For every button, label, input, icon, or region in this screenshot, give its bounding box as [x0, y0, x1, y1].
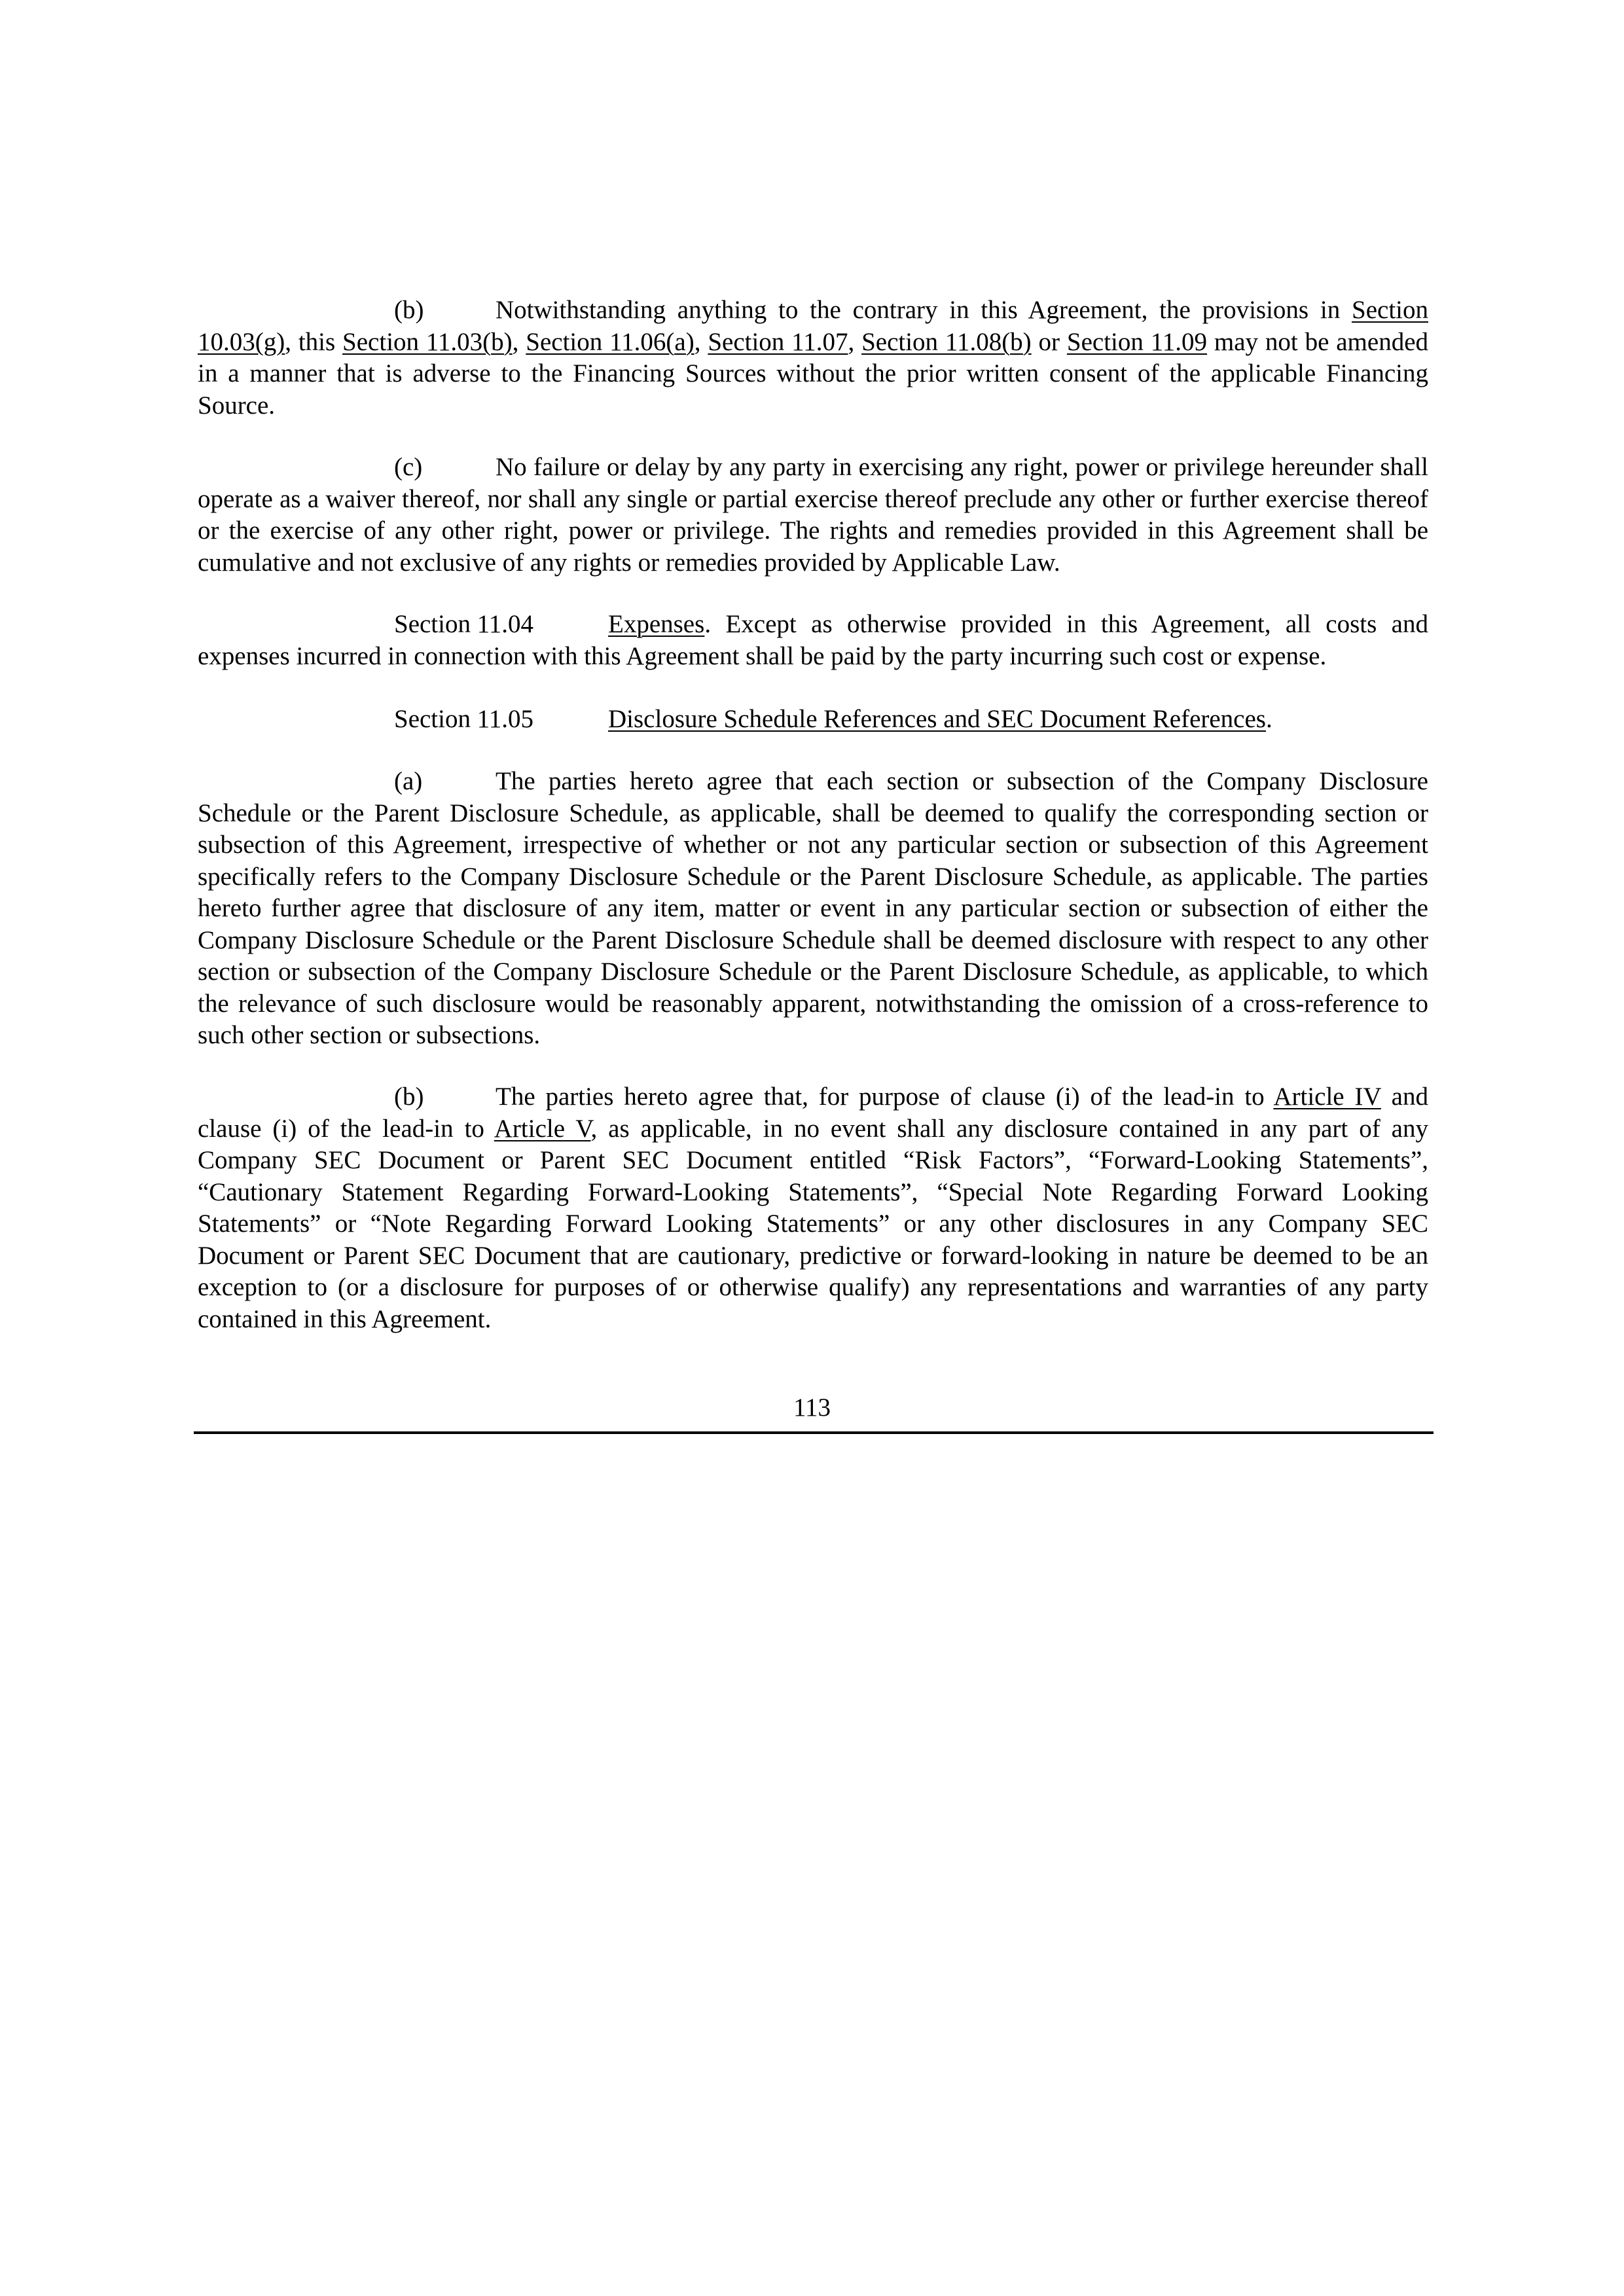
section-reference-link[interactable]: Section 10.03(g) [198, 296, 1428, 356]
section-number: Section 11.04 [394, 610, 534, 638]
section-number: Section 11.05 [394, 705, 534, 733]
paragraph-text: , [512, 327, 526, 356]
paragraph-text: , as applicable, in no event shall any disclosure contained in any part of any Company SEC Document or Parent SEC Document entitled “Risk Factors”, “Forward-Looking Statements”, “Cautionary Statement Regarding Forward-Looking Statements”, “Special Note Regarding Forward Looking Statements” or “Note Regarding Forward Looking Statements” or any other disclosures in any Company SEC Document or Parent SEC Document that are cautionary, predictive or forward-looking in nature be deemed to be an exception to (or a disclosure for purposes of or otherwise qualify) any representations and warranties of any party contained in this Agreement. [198, 1114, 1428, 1333]
paragraph-text: The parties hereto agree that each section or subsection of the Company Disclosure Schedule or the Parent Disclosure Schedule, as applicable, shall be deemed to qualify the corresponding section or subsection of this Agreement, irrespective of whether or not any particular section or subsection of this Agreement specifically refers to the Company Disclosure Schedule or the Parent Disclosure Schedule, as applicable. The parties hereto further agree that disclosure of any item, matter or event in any particular section or subsection of either the Company Disclosure Schedule or the Parent Disclosure Schedule shall be deemed disclosure with respect to any other section or subsection of the Company Disclosure Schedule or the Parent Disclosure Schedule, as applicable, to which the relevance of such disclosure would be reasonably apparent, notwithstanding the omission of a cross-reference to such other section or subsections. [198, 767, 1428, 1049]
paragraph-text: No failure or delay by any party in exercising any right, power or privilege hereunder shall operate as a waiver thereof, nor shall any single or partial exercise thereof preclude any other or further exercise thereof or the exercise of any other right, power or privilege. The rights and remedies provided in this Agreement shall be cumulative and not exclusive of any rights or remedies provided by Applicable Law. [198, 453, 1428, 577]
heading-period: . [1265, 705, 1272, 733]
paragraph-a-disclosure-schedule [198, 766, 1428, 1052]
footer-divider [194, 1431, 1434, 1434]
section-reference-link[interactable]: Section 11.08(b) [861, 327, 1032, 356]
paragraph-text: or [1031, 327, 1067, 356]
page-number: 113 [793, 1393, 831, 1422]
section-11-05-heading [198, 704, 1428, 736]
paragraph-text: , this [285, 327, 343, 356]
paragraph-text: The parties hereto agree that, for purpose of clause (i) of the lead-in to [496, 1083, 1274, 1111]
article-reference-link[interactable]: Article V [494, 1114, 591, 1143]
paragraph-text: Notwithstanding anything to the contrary in this Agreement, the provisions in [496, 296, 1352, 324]
section-reference-link[interactable]: Section 11.09 [1066, 327, 1208, 356]
section-heading: Disclosure Schedule References and SEC Document References [608, 705, 1266, 733]
paragraph-b-amendments [198, 295, 1428, 422]
paragraph-text: may not be amended in a manner that is adverse to the Financing Sources without the prior written consent of the applicable Financing Source. [198, 327, 1428, 420]
section-heading: Expenses [608, 610, 705, 638]
paragraph-text: . Except as otherwise provided in this Agreement, all costs and expenses incurred in connection with this Agreement shall be paid by the party incurring such cost or expense. [198, 610, 1428, 670]
section-11-04-expenses [198, 609, 1428, 672]
paragraph-text: and clause (i) of the lead-in to [198, 1083, 1428, 1143]
paragraph-text: , [848, 327, 862, 356]
paragraph-b-sec-documents [198, 1081, 1428, 1335]
paragraph-label: (c) [394, 453, 423, 481]
paragraph-text: , [694, 327, 708, 356]
section-reference-link[interactable]: Section 11.06(a) [526, 327, 695, 356]
paragraph-label: (b) [394, 296, 424, 324]
section-reference-link[interactable]: Section 11.03(b) [342, 327, 513, 356]
article-reference-link[interactable]: Article IV [1273, 1083, 1381, 1111]
paragraph-label: (b) [394, 1083, 424, 1111]
section-reference-link[interactable]: Section 11.07 [708, 327, 848, 356]
paragraph-c-no-waiver [198, 452, 1428, 579]
paragraph-label: (a) [394, 767, 423, 795]
